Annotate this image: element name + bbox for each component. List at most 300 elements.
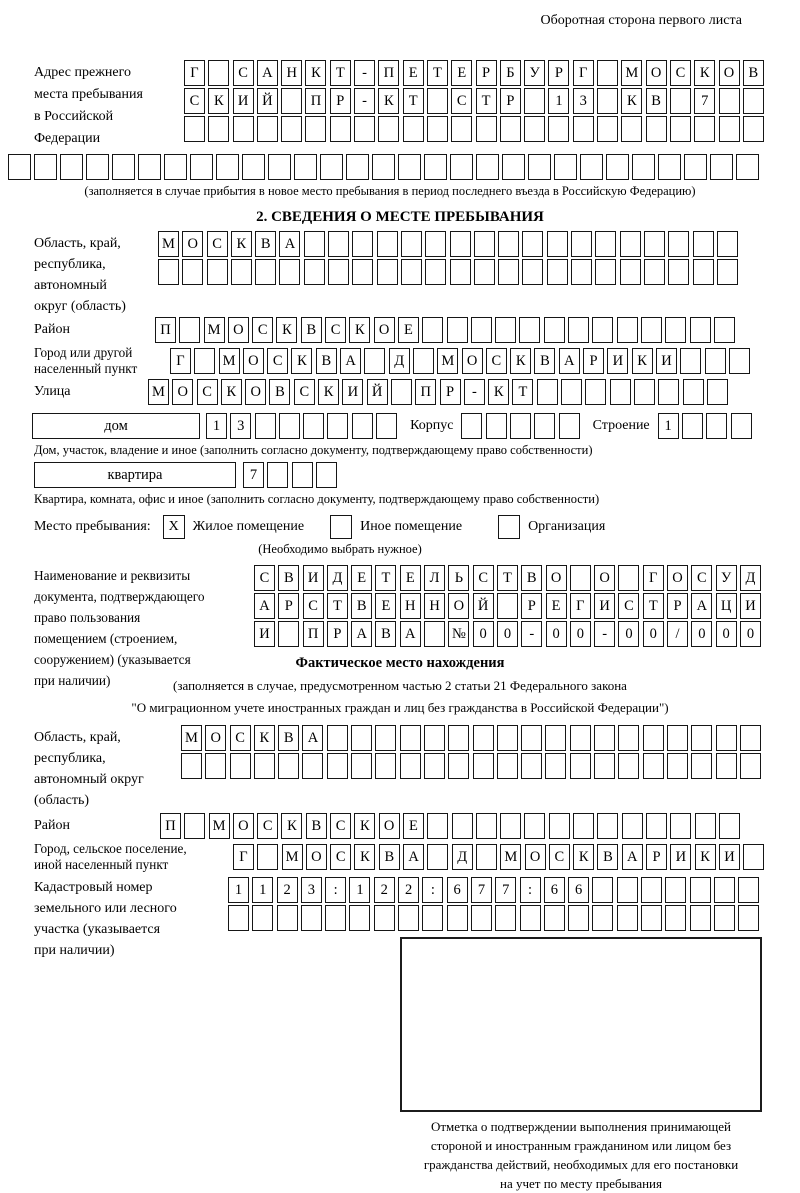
char-cell[interactable]: [693, 259, 714, 285]
char-cell[interactable]: [743, 116, 764, 142]
char-cell[interactable]: [597, 60, 618, 86]
char-cell[interactable]: [452, 813, 473, 839]
char-cell[interactable]: К: [254, 725, 275, 751]
char-cell[interactable]: О: [205, 725, 226, 751]
char-cell[interactable]: П: [303, 621, 324, 647]
char-cell[interactable]: С: [184, 88, 205, 114]
char-cell[interactable]: Е: [400, 565, 421, 591]
char-cell[interactable]: Р: [440, 379, 461, 405]
char-cell[interactable]: Р: [521, 593, 542, 619]
char-cell[interactable]: [743, 844, 764, 870]
char-cell[interactable]: [570, 565, 591, 591]
char-cell[interactable]: [524, 116, 545, 142]
char-cell[interactable]: [580, 154, 603, 180]
char-cell[interactable]: Т: [497, 565, 518, 591]
char-cell[interactable]: [497, 593, 518, 619]
char-cell[interactable]: 6: [544, 877, 565, 903]
char-cell[interactable]: А: [340, 348, 361, 374]
char-cell[interactable]: [524, 88, 545, 114]
char-cell[interactable]: [691, 725, 712, 751]
char-cell[interactable]: Е: [398, 317, 419, 343]
char-cell[interactable]: С: [691, 565, 712, 591]
char-cell[interactable]: [738, 905, 759, 931]
char-cell[interactable]: [690, 877, 711, 903]
char-cell[interactable]: [643, 725, 664, 751]
char-cell[interactable]: [422, 905, 443, 931]
char-cell[interactable]: -: [464, 379, 485, 405]
char-cell[interactable]: Г: [570, 593, 591, 619]
char-cell[interactable]: [303, 413, 324, 439]
char-cell[interactable]: [641, 317, 662, 343]
char-cell[interactable]: [292, 462, 313, 488]
other-premises-checkbox[interactable]: [330, 515, 352, 539]
char-cell[interactable]: [190, 154, 213, 180]
char-cell[interactable]: [665, 877, 686, 903]
char-cell[interactable]: [716, 753, 737, 779]
char-cell[interactable]: -: [521, 621, 542, 647]
char-cell[interactable]: К: [221, 379, 242, 405]
char-cell[interactable]: [680, 348, 701, 374]
char-cell[interactable]: [658, 379, 679, 405]
char-cell[interactable]: К: [281, 813, 302, 839]
char-cell[interactable]: [554, 154, 577, 180]
char-cell[interactable]: [568, 317, 589, 343]
char-cell[interactable]: [646, 813, 667, 839]
char-cell[interactable]: [719, 813, 740, 839]
char-cell[interactable]: [427, 88, 448, 114]
char-cell[interactable]: [450, 231, 471, 257]
char-cell[interactable]: [592, 877, 613, 903]
char-cell[interactable]: К: [354, 813, 375, 839]
char-cell[interactable]: О: [525, 844, 546, 870]
char-cell[interactable]: С: [303, 593, 324, 619]
char-cell[interactable]: К: [694, 60, 715, 86]
char-cell[interactable]: М: [219, 348, 240, 374]
char-cell[interactable]: И: [342, 379, 363, 405]
char-cell[interactable]: [401, 259, 422, 285]
char-cell[interactable]: [693, 231, 714, 257]
char-cell[interactable]: [683, 379, 704, 405]
char-cell[interactable]: [327, 753, 348, 779]
char-cell[interactable]: [207, 259, 228, 285]
char-cell[interactable]: [706, 413, 727, 439]
char-cell[interactable]: [352, 231, 373, 257]
char-cell[interactable]: [606, 154, 629, 180]
char-cell[interactable]: [597, 88, 618, 114]
char-cell[interactable]: 0: [546, 621, 567, 647]
char-cell[interactable]: [450, 259, 471, 285]
char-cell[interactable]: К: [488, 379, 509, 405]
char-cell[interactable]: [498, 259, 519, 285]
char-cell[interactable]: [622, 813, 643, 839]
char-cell[interactable]: К: [632, 348, 653, 374]
char-cell[interactable]: [425, 259, 446, 285]
char-cell[interactable]: Р: [548, 60, 569, 86]
char-cell[interactable]: [617, 317, 638, 343]
char-cell[interactable]: [316, 462, 337, 488]
char-cell[interactable]: [86, 154, 109, 180]
char-cell[interactable]: [424, 154, 447, 180]
char-cell[interactable]: [228, 905, 249, 931]
char-cell[interactable]: [205, 753, 226, 779]
char-cell[interactable]: С: [549, 844, 570, 870]
char-cell[interactable]: 0: [618, 621, 639, 647]
char-cell[interactable]: 2: [277, 877, 298, 903]
char-cell[interactable]: В: [306, 813, 327, 839]
char-cell[interactable]: Т: [427, 60, 448, 86]
char-cell[interactable]: [524, 813, 545, 839]
char-cell[interactable]: [667, 725, 688, 751]
char-cell[interactable]: [665, 317, 686, 343]
char-cell[interactable]: [610, 379, 631, 405]
char-cell[interactable]: Е: [403, 813, 424, 839]
char-cell[interactable]: [595, 259, 616, 285]
char-cell[interactable]: С: [330, 813, 351, 839]
char-cell[interactable]: 1: [228, 877, 249, 903]
char-cell[interactable]: [377, 259, 398, 285]
char-cell[interactable]: О: [172, 379, 193, 405]
char-cell[interactable]: [375, 753, 396, 779]
char-cell[interactable]: 0: [643, 621, 664, 647]
char-cell[interactable]: А: [351, 621, 372, 647]
char-cell[interactable]: И: [594, 593, 615, 619]
char-cell[interactable]: [694, 116, 715, 142]
char-cell[interactable]: [181, 753, 202, 779]
char-cell[interactable]: О: [594, 565, 615, 591]
char-cell[interactable]: [690, 905, 711, 931]
char-cell[interactable]: [682, 413, 703, 439]
char-cell[interactable]: К: [318, 379, 339, 405]
char-cell[interactable]: 0: [473, 621, 494, 647]
char-cell[interactable]: [658, 154, 681, 180]
char-cell[interactable]: [294, 154, 317, 180]
char-cell[interactable]: Р: [278, 593, 299, 619]
char-cell[interactable]: С: [233, 60, 254, 86]
char-cell[interactable]: [138, 154, 161, 180]
char-cell[interactable]: [230, 753, 251, 779]
char-cell[interactable]: :: [520, 877, 541, 903]
char-cell[interactable]: К: [695, 844, 716, 870]
char-cell[interactable]: [194, 348, 215, 374]
char-cell[interactable]: [158, 259, 179, 285]
char-cell[interactable]: [179, 317, 200, 343]
char-cell[interactable]: [646, 116, 667, 142]
char-cell[interactable]: 0: [716, 621, 737, 647]
char-cell[interactable]: [521, 725, 542, 751]
char-cell[interactable]: Е: [403, 60, 424, 86]
char-cell[interactable]: [352, 259, 373, 285]
char-cell[interactable]: Н: [281, 60, 302, 86]
char-cell[interactable]: П: [378, 60, 399, 86]
char-cell[interactable]: П: [305, 88, 326, 114]
char-cell[interactable]: [594, 725, 615, 751]
char-cell[interactable]: А: [254, 593, 275, 619]
char-cell[interactable]: [568, 905, 589, 931]
char-cell[interactable]: [304, 231, 325, 257]
char-cell[interactable]: С: [254, 565, 275, 591]
char-cell[interactable]: -: [594, 621, 615, 647]
char-cell[interactable]: [641, 905, 662, 931]
char-cell[interactable]: [736, 154, 759, 180]
char-cell[interactable]: [60, 154, 83, 180]
char-cell[interactable]: [621, 116, 642, 142]
char-cell[interactable]: [495, 905, 516, 931]
char-cell[interactable]: [305, 116, 326, 142]
char-cell[interactable]: И: [719, 844, 740, 870]
char-cell[interactable]: [617, 905, 638, 931]
char-cell[interactable]: [216, 154, 239, 180]
char-cell[interactable]: 1: [548, 88, 569, 114]
char-cell[interactable]: 0: [691, 621, 712, 647]
char-cell[interactable]: М: [621, 60, 642, 86]
char-cell[interactable]: С: [325, 317, 346, 343]
char-cell[interactable]: Р: [583, 348, 604, 374]
char-cell[interactable]: Д: [327, 565, 348, 591]
char-cell[interactable]: М: [204, 317, 225, 343]
char-cell[interactable]: [559, 413, 580, 439]
char-cell[interactable]: [497, 753, 518, 779]
char-cell[interactable]: [277, 905, 298, 931]
char-cell[interactable]: О: [306, 844, 327, 870]
char-cell[interactable]: [182, 259, 203, 285]
char-cell[interactable]: С: [451, 88, 472, 114]
char-cell[interactable]: [375, 725, 396, 751]
char-cell[interactable]: С: [252, 317, 273, 343]
char-cell[interactable]: С: [230, 725, 251, 751]
char-cell[interactable]: А: [279, 231, 300, 257]
char-cell[interactable]: [278, 621, 299, 647]
char-cell[interactable]: [570, 725, 591, 751]
char-cell[interactable]: [641, 877, 662, 903]
char-cell[interactable]: [537, 379, 558, 405]
char-cell[interactable]: Т: [330, 60, 351, 86]
char-cell[interactable]: К: [349, 317, 370, 343]
char-cell[interactable]: :: [422, 877, 443, 903]
char-cell[interactable]: [352, 413, 373, 439]
char-cell[interactable]: С: [207, 231, 228, 257]
char-cell[interactable]: К: [305, 60, 326, 86]
char-cell[interactable]: [476, 116, 497, 142]
char-cell[interactable]: [667, 753, 688, 779]
char-cell[interactable]: [279, 259, 300, 285]
char-cell[interactable]: В: [597, 844, 618, 870]
char-cell[interactable]: М: [282, 844, 303, 870]
char-cell[interactable]: [447, 317, 468, 343]
char-cell[interactable]: [473, 725, 494, 751]
char-cell[interactable]: Т: [643, 593, 664, 619]
char-cell[interactable]: [425, 231, 446, 257]
char-cell[interactable]: [571, 259, 592, 285]
char-cell[interactable]: [302, 753, 323, 779]
char-cell[interactable]: [474, 231, 495, 257]
char-cell[interactable]: [690, 317, 711, 343]
char-cell[interactable]: К: [291, 348, 312, 374]
char-cell[interactable]: [427, 813, 448, 839]
char-cell[interactable]: [592, 317, 613, 343]
char-cell[interactable]: [549, 813, 570, 839]
char-cell[interactable]: [447, 905, 468, 931]
char-cell[interactable]: Т: [327, 593, 348, 619]
char-cell[interactable]: [281, 116, 302, 142]
char-cell[interactable]: [398, 905, 419, 931]
char-cell[interactable]: [278, 753, 299, 779]
char-cell[interactable]: [500, 116, 521, 142]
char-cell[interactable]: К: [354, 844, 375, 870]
char-cell[interactable]: [328, 231, 349, 257]
char-cell[interactable]: [592, 905, 613, 931]
char-cell[interactable]: [729, 348, 750, 374]
char-cell[interactable]: [632, 154, 655, 180]
char-cell[interactable]: [644, 231, 665, 257]
char-cell[interactable]: 1: [349, 877, 370, 903]
char-cell[interactable]: Н: [424, 593, 445, 619]
char-cell[interactable]: [643, 753, 664, 779]
char-cell[interactable]: В: [316, 348, 337, 374]
char-cell[interactable]: А: [403, 844, 424, 870]
char-cell[interactable]: А: [622, 844, 643, 870]
char-cell[interactable]: [401, 231, 422, 257]
char-cell[interactable]: 2: [398, 877, 419, 903]
char-cell[interactable]: [594, 753, 615, 779]
char-cell[interactable]: -: [354, 88, 375, 114]
char-cell[interactable]: [255, 413, 276, 439]
char-cell[interactable]: Н: [400, 593, 421, 619]
char-cell[interactable]: [451, 116, 472, 142]
char-cell[interactable]: [257, 116, 278, 142]
char-cell[interactable]: К: [276, 317, 297, 343]
char-cell[interactable]: [242, 154, 265, 180]
char-cell[interactable]: 0: [570, 621, 591, 647]
char-cell[interactable]: [330, 116, 351, 142]
char-cell[interactable]: Ц: [716, 593, 737, 619]
char-cell[interactable]: 7: [243, 462, 264, 488]
char-cell[interactable]: С: [197, 379, 218, 405]
char-cell[interactable]: [717, 231, 738, 257]
char-cell[interactable]: [8, 154, 31, 180]
char-cell[interactable]: [184, 813, 205, 839]
char-cell[interactable]: [304, 259, 325, 285]
char-cell[interactable]: М: [500, 844, 521, 870]
char-cell[interactable]: Р: [646, 844, 667, 870]
char-cell[interactable]: [378, 116, 399, 142]
char-cell[interactable]: Ь: [448, 565, 469, 591]
char-cell[interactable]: 3: [301, 877, 322, 903]
char-cell[interactable]: С: [257, 813, 278, 839]
char-cell[interactable]: [597, 116, 618, 142]
char-cell[interactable]: К: [208, 88, 229, 114]
char-cell[interactable]: И: [303, 565, 324, 591]
char-cell[interactable]: [424, 725, 445, 751]
char-cell[interactable]: Р: [500, 88, 521, 114]
char-cell[interactable]: С: [267, 348, 288, 374]
char-cell[interactable]: М: [148, 379, 169, 405]
char-cell[interactable]: Е: [546, 593, 567, 619]
char-cell[interactable]: [500, 813, 521, 839]
char-cell[interactable]: В: [375, 621, 396, 647]
char-cell[interactable]: К: [378, 88, 399, 114]
char-cell[interactable]: 0: [497, 621, 518, 647]
char-cell[interactable]: /: [667, 621, 688, 647]
char-cell[interactable]: В: [278, 725, 299, 751]
char-cell[interactable]: [714, 905, 735, 931]
char-cell[interactable]: [208, 116, 229, 142]
char-cell[interactable]: [486, 413, 507, 439]
char-cell[interactable]: [684, 154, 707, 180]
char-cell[interactable]: [498, 231, 519, 257]
char-cell[interactable]: [398, 154, 421, 180]
char-cell[interactable]: [548, 116, 569, 142]
char-cell[interactable]: В: [379, 844, 400, 870]
char-cell[interactable]: [519, 317, 540, 343]
char-cell[interactable]: [595, 231, 616, 257]
char-cell[interactable]: :: [325, 877, 346, 903]
char-cell[interactable]: [473, 753, 494, 779]
char-cell[interactable]: [351, 725, 372, 751]
char-cell[interactable]: [707, 379, 728, 405]
char-cell[interactable]: С: [670, 60, 691, 86]
char-cell[interactable]: Г: [233, 844, 254, 870]
char-cell[interactable]: О: [245, 379, 266, 405]
char-cell[interactable]: В: [301, 317, 322, 343]
char-cell[interactable]: 1: [252, 877, 273, 903]
char-cell[interactable]: [620, 231, 641, 257]
organization-checkbox[interactable]: [498, 515, 520, 539]
char-cell[interactable]: [372, 154, 395, 180]
char-cell[interactable]: [547, 231, 568, 257]
char-cell[interactable]: [573, 813, 594, 839]
char-cell[interactable]: [585, 379, 606, 405]
char-cell[interactable]: В: [646, 88, 667, 114]
char-cell[interactable]: Г: [573, 60, 594, 86]
char-cell[interactable]: П: [160, 813, 181, 839]
char-cell[interactable]: С: [294, 379, 315, 405]
char-cell[interactable]: У: [524, 60, 545, 86]
char-cell[interactable]: 3: [230, 413, 251, 439]
char-cell[interactable]: [710, 154, 733, 180]
char-cell[interactable]: [670, 88, 691, 114]
char-cell[interactable]: [424, 753, 445, 779]
char-cell[interactable]: [495, 317, 516, 343]
char-cell[interactable]: [544, 905, 565, 931]
char-cell[interactable]: Й: [367, 379, 388, 405]
char-cell[interactable]: [714, 877, 735, 903]
char-cell[interactable]: [547, 259, 568, 285]
char-cell[interactable]: [461, 413, 482, 439]
char-cell[interactable]: [618, 565, 639, 591]
char-cell[interactable]: А: [559, 348, 580, 374]
char-cell[interactable]: А: [302, 725, 323, 751]
char-cell[interactable]: [448, 725, 469, 751]
char-cell[interactable]: -: [354, 60, 375, 86]
char-cell[interactable]: 7: [694, 88, 715, 114]
char-cell[interactable]: [400, 753, 421, 779]
char-cell[interactable]: [571, 231, 592, 257]
char-cell[interactable]: Й: [257, 88, 278, 114]
char-cell[interactable]: [691, 753, 712, 779]
char-cell[interactable]: [717, 259, 738, 285]
char-cell[interactable]: М: [181, 725, 202, 751]
char-cell[interactable]: [252, 905, 273, 931]
char-cell[interactable]: [403, 116, 424, 142]
char-cell[interactable]: Е: [451, 60, 472, 86]
char-cell[interactable]: [427, 844, 448, 870]
char-cell[interactable]: [738, 877, 759, 903]
char-cell[interactable]: [716, 725, 737, 751]
char-cell[interactable]: [520, 905, 541, 931]
char-cell[interactable]: 7: [471, 877, 492, 903]
char-cell[interactable]: О: [233, 813, 254, 839]
char-cell[interactable]: [346, 154, 369, 180]
